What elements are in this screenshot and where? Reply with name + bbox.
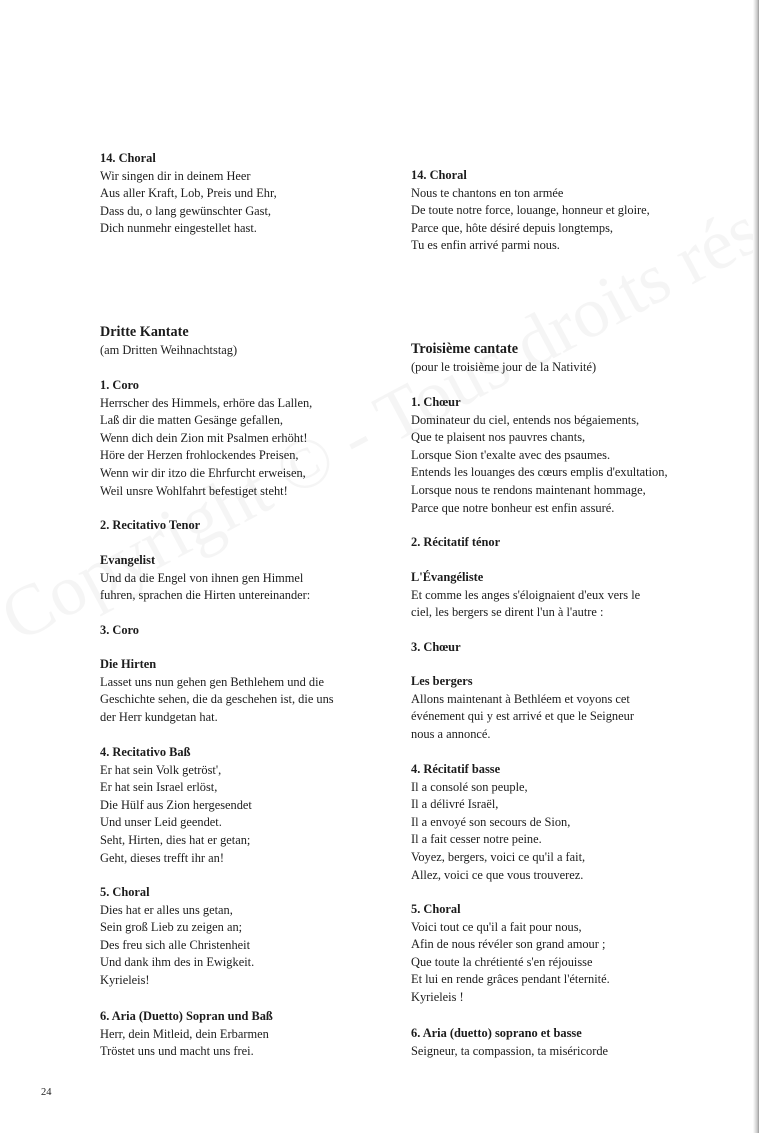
section-heading: 4. Recitativo Baß: [100, 745, 191, 759]
german-choral-5: [100, 884, 254, 990]
cantata-subtitle: (am Dritten Weihnachtstag): [100, 342, 238, 357]
verse-line: Dich nunmehr eingestellet hast.: [100, 221, 257, 236]
verse-line: Il a consolé son peuple,: [411, 779, 528, 794]
german-recitativo-2: [100, 517, 200, 535]
german-hirten: [100, 656, 334, 726]
section-heading: 3. Chœur: [411, 640, 461, 654]
verse-line: Dies hat er alles uns getan,: [100, 902, 233, 917]
german-evangelist: [100, 552, 310, 605]
verse-line: Il a fait cesser notre peine.: [411, 832, 542, 847]
german-coro-3: [100, 622, 139, 640]
verse-line: Parce que notre bonheur est enfin assuré.: [411, 500, 615, 515]
verse-lines: [411, 185, 650, 255]
verse-line: Laß dir die matten Gesänge gefallen,: [100, 413, 284, 428]
verse-line: Kyrieleis!: [100, 972, 150, 987]
verse-lines: [100, 762, 252, 868]
section-heading: 5. Choral: [100, 885, 150, 899]
verse-lines: [411, 779, 585, 885]
verse-line: Lasset uns nun gehen gen Bethlehem und die: [100, 674, 325, 689]
verse-line: Afin de nous révéler son grand amour ;: [411, 937, 606, 952]
verse-lines: [411, 919, 610, 1007]
verse-line: Allez, voici ce que vous trouverez.: [411, 867, 584, 882]
verse-lines: [100, 168, 277, 238]
verse-lines: [100, 570, 310, 605]
verse-line: Tu es enfin arrivé parmi nous.: [411, 238, 560, 253]
verse-line: Tröstet uns und macht uns frei.: [100, 1044, 254, 1059]
verse-line: Er hat sein Volk getröst',: [100, 762, 222, 777]
speaker-label: Evangelist: [100, 553, 156, 567]
german-choral-14: [100, 150, 277, 238]
verse-line: Er hat sein Israel erlöst,: [100, 780, 218, 795]
cantata-title: Troisième cantate: [411, 341, 519, 357]
speaker-label: L'Évangéliste: [411, 570, 484, 584]
verse-line: Allons maintenant à Bethléem et voyons cet: [411, 691, 630, 706]
section-heading: 14. Choral: [411, 168, 467, 182]
cantata-subtitle: (pour le troisième jour de la Nativité): [411, 359, 597, 374]
verse-line: Weil unsre Wohlfahrt befestiget steht!: [100, 483, 288, 498]
section-heading: 3. Coro: [100, 623, 140, 637]
section-heading: 6. Aria (Duetto) Sopran und Baß: [100, 1009, 273, 1023]
verse-lines: [100, 674, 334, 727]
verse-line: Parce que, hôte désiré depuis longtemps,: [411, 220, 613, 235]
verse-lines: [100, 395, 312, 501]
verse-lines: [100, 902, 254, 990]
verse-line: Herr, dein Mitleid, dein Erbarmen: [100, 1026, 269, 1041]
verse-line: Il a délivré Israël,: [411, 797, 499, 812]
german-aria-6: [100, 1008, 273, 1061]
verse-line: Que toute la chrétienté s'en réjouisse: [411, 954, 593, 969]
verse-line: Und dank ihm des in Ewigkeit.: [100, 955, 255, 970]
section-heading: 1. Coro: [100, 378, 140, 392]
section-heading: 5. Choral: [411, 902, 461, 916]
verse-line: der Herr kundgetan hat.: [100, 709, 218, 724]
verse-line: fuhren, sprachen die Hirten untereinander:: [100, 588, 311, 603]
page-number: 24: [41, 1087, 52, 1098]
verse-line: Geht, dieses trefft ihr an!: [100, 850, 224, 865]
speaker-label: Die Hirten: [100, 657, 157, 671]
verse-line: Kyrieleis !: [411, 989, 464, 1004]
french-choeur-1: [411, 394, 668, 517]
cantata-title: Dritte Kantate: [100, 324, 189, 340]
verse-line: Aus aller Kraft, Lob, Preis und Ehr,: [100, 186, 277, 201]
verse-line: Seigneur, ta compassion, ta miséricorde: [411, 1043, 609, 1058]
french-recitatif-2: [411, 534, 500, 552]
french-choral-14: [411, 167, 650, 255]
german-cantata-heading: [100, 324, 237, 359]
verse-line: Lorsque Sion t'exalte avec des psaumes.: [411, 447, 611, 462]
french-aria-6: [411, 1025, 608, 1060]
french-bergers: [411, 673, 634, 743]
verse-line: Entends les louanges des cœurs emplis d'exultation,: [411, 465, 668, 480]
verse-line: Wenn dich dein Zion mit Psalmen erhöht!: [100, 430, 308, 445]
section-heading: 4. Récitatif basse: [411, 762, 501, 776]
french-cantata-heading: [411, 341, 596, 376]
verse-line: De toute notre force, louange, honneur et gloire,: [411, 203, 650, 218]
verse-line: Und da die Engel von ihnen gen Himmel: [100, 570, 304, 585]
verse-line: ciel, les bergers se dirent l'un à l'autre :: [411, 605, 604, 620]
verse-line: événement qui y est arrivé et que le Seigneur: [411, 709, 634, 724]
verse-line: Wenn wir dir itzo die Ehrfurcht erweisen,: [100, 465, 306, 480]
french-choral-5: [411, 901, 610, 1007]
verse-line: Geschichte sehen, die da geschehen ist, die uns: [100, 692, 334, 707]
german-recitativo-4: [100, 744, 252, 867]
verse-line: Que te plaisent nos pauvres chants,: [411, 430, 586, 445]
verse-line: nous a annoncé.: [411, 726, 491, 741]
verse-line: Wir singen dir in deinem Heer: [100, 168, 251, 183]
page-edge-shadow: [753, 0, 759, 1133]
speaker-label: Les bergers: [411, 674, 473, 688]
verse-line: Höre der Herzen frohlockendes Preisen,: [100, 448, 299, 463]
verse-line: Seht, Hirten, dies hat er getan;: [100, 832, 251, 847]
verse-lines: [411, 412, 668, 518]
verse-line: Voyez, bergers, voici ce qu'il a fait,: [411, 849, 586, 864]
section-heading: 2. Recitativo Tenor: [100, 518, 201, 532]
verse-lines: [411, 691, 634, 744]
verse-line: Lorsque nous te rendons maintenant hommage,: [411, 482, 646, 497]
verse-line: Des freu sich alle Christenheit: [100, 937, 251, 952]
german-coro-1: [100, 377, 312, 500]
verse-line: Nous te chantons en ton armée: [411, 185, 564, 200]
section-heading: 14. Choral: [100, 151, 156, 165]
verse-line: Voici tout ce qu'il a fait pour nous,: [411, 919, 582, 934]
verse-line: Herrscher des Himmels, erhöre das Lallen,: [100, 395, 313, 410]
verse-line: Dass du, o lang gewünschter Gast,: [100, 203, 272, 218]
verse-line: Il a envoyé son secours de Sion,: [411, 814, 571, 829]
section-heading: 6. Aria (duetto) soprano et basse: [411, 1026, 582, 1040]
verse-line: Die Hülf aus Zion hergesendet: [100, 797, 252, 812]
verse-line: Dominateur du ciel, entends nos bégaiements,: [411, 412, 640, 427]
verse-lines: [411, 1043, 608, 1061]
verse-line: Et comme les anges s'éloignaient d'eux vers le: [411, 587, 641, 602]
verse-line: Sein groß Lieb zu zeigen an;: [100, 920, 243, 935]
french-evangeliste: [411, 569, 640, 622]
section-heading: 1. Chœur: [411, 395, 461, 409]
verse-lines: [411, 587, 640, 622]
verse-lines: [100, 1026, 273, 1061]
verse-line: Et lui en rende grâces pendant l'éternité.: [411, 972, 610, 987]
section-heading: 2. Récitatif ténor: [411, 535, 501, 549]
french-choeur-3: [411, 639, 461, 657]
french-recitatif-4: [411, 761, 585, 884]
verse-line: Und unser Leid geendet.: [100, 815, 222, 830]
